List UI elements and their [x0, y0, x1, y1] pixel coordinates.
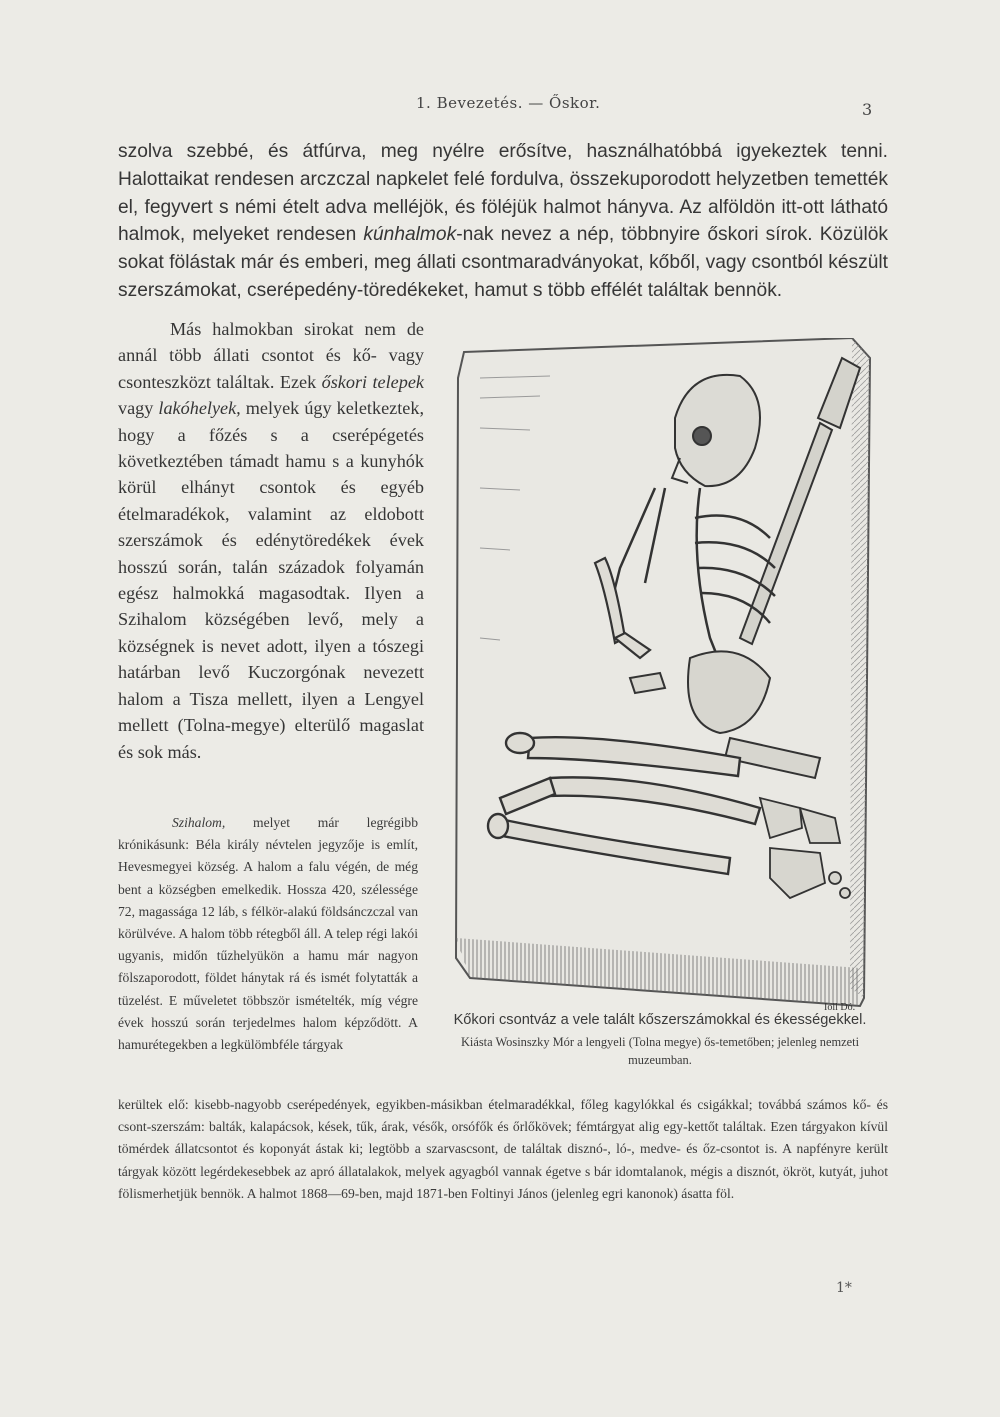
footnote-text: kerültek elő: kisebb-nagyobb cserépedények, egyikben-másikban ételmaradékkal, főleg kagylókkal és csigákkal; továbbá számos kő- és csont-szerszám: balták, kalapácsok, kések, tűk, árak, vésők, orsófők és őrlőkövek; fémtárgyat alig egy-kettőt találtak. Ezen tárgyakon kívül tömérdek állatcsontot és koponyát ástak ki; legtöbb a szarvascsont, de találtak disznó-, ló-, medve- és őz-csontot is. A napfényre került tárgyak között legérdekesebbek az apró állatalakok, melyek agyagból vannak égetve s bár idomtalanok, mégis a disznót, ökröt, kutyát, juhot fölismerhetjük bennök. A halmot 1868—69-ben, majd 1871-ben Foltinyi János (jelenleg egri kanonok) ásatta föl.: [118, 1097, 888, 1201]
signature-mark: 1*: [836, 1280, 852, 1296]
italic-term: lakóhelyek,: [158, 398, 241, 419]
paragraph-2: Más halmokban sirokat nem de annál több állati csontot és kő- vagy csonteszközt találtak. Ezek őskori telepek vagy lakóhelyek, melyek úgy keletkeztek, hogy a főzés s a cserépégetés következtében támadt hamu s a kunyhók körül elhányt csontok és egyéb ételmaradékok, valamint az eldobott szerszámok és edénytöredékek évek hosszú során, talán századok folyamán egész halmokká magasodtak. Ilyen a Szihalom községében levő, mely a községnek is nevet adott, ilyen a tószegi határban levő Kuczorgónak nevezett halom a Tisza mellett, ilyen a Lengyel mellett (Tolna-megye) elterülő magaslat és sok más.: [118, 319, 424, 762]
caption-title: Kőkori csontváz a vele talált kőszerszámokkal és ékességekkel.: [453, 1012, 867, 1028]
footnote-column: [118, 812, 418, 1056]
figure-caption: [440, 1010, 880, 1069]
italic-term: kúnhalmok: [363, 224, 457, 246]
left-column: [118, 316, 424, 765]
skeleton-engraving: [440, 338, 880, 1018]
running-head: 1. Bevezetés. — Őskor.: [416, 94, 601, 112]
italic-term: Szihalom,: [172, 815, 226, 830]
caption-subtitle: Kiásta Wosinszky Mór a lengyeli (Tolna megye) ős-temetőben; jelenleg nemzeti muzeumban.: [460, 1035, 860, 1067]
page-header: [0, 94, 1000, 118]
italic-term: őskori telepek: [321, 371, 424, 392]
artist-mark: Ioll Dó.: [824, 1002, 856, 1013]
paragraph-1: szolva szebbé, és átfúrva, meg nyélre erősítve, használhatóbbá igyekeztek tenni. Halottaikat rendesen arczczal napkelet felé fordulva, összekuporodott helyzetben temették el, fegyvert s némi ételt adva melléjök, és föléjük halmot hányva. Az alföldön itt-ott látható halmok, melyeket rendesen kúnhalmok-nak nevez a nép, többnyire őskori sírok. Közülök sokat fölástak már és emberi, meg állati csontmaradványokat, kőből, vagy csontból készült szerszámokat, cserépedény-töredékeket, hamut s több effélét találtak bennök.: [118, 141, 888, 301]
footnote-continuation: [118, 1094, 888, 1205]
page-number: 3: [862, 100, 873, 119]
skeleton-illustration: [440, 338, 880, 1018]
footnote-paragraph: Szihalom, melyet már legrégibb krónikásunk: Béla király névtelen jegyzője is említ, Hevesmegyei község. A halom a falu végén, de még bent a községben emelkedik. Hossza 420, szélessége 72, magassága 12 láb, s félkör-alakú földsánczczal van körülvéve. A halom több rétegből áll. A telep régi lakói ugyanis, midőn tűzhelyükön a hamu már nagyon fölszaporodott, földet hánytak rá és ismét folytatták a tüzelést. E műveletet többször ismételték, míg végre évek hosszú során terjedelmes halom képződött. A hamurétegekben a legkülömbféle tárgyak: [118, 815, 418, 1053]
